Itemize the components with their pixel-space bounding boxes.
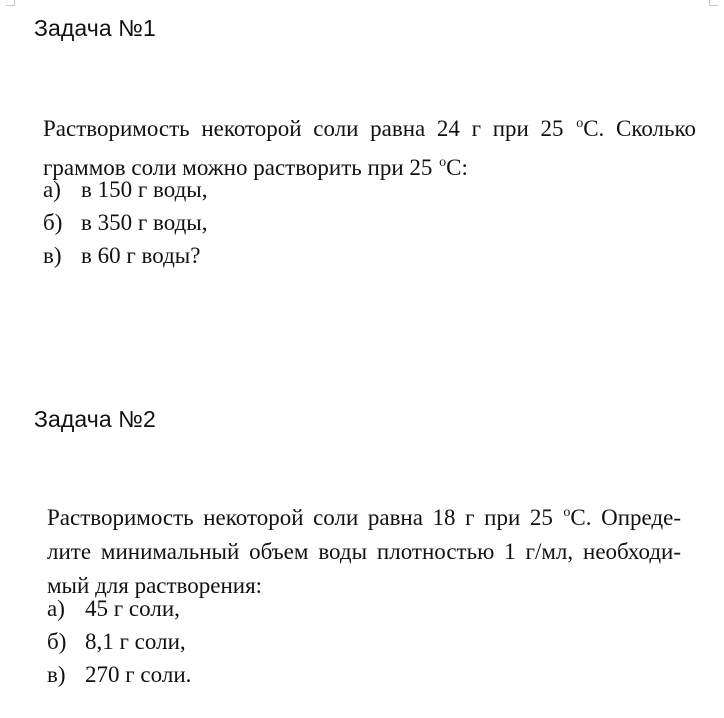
crop-mark-right [709, 5, 718, 6]
option-item [47, 629, 191, 662]
option-text: 270 г соли. [85, 662, 192, 687]
task1-statement-line-2: граммов соли можно растворить при 25 $^o$С: [43, 155, 468, 180]
task2-statement [47, 496, 681, 603]
option-letter: б) [43, 210, 63, 235]
task2-statement-line-3: мый для растворения: [47, 573, 263, 598]
task2-options [47, 596, 191, 695]
task2-statement-line-2: лите минимальный объем воды плотностью 1 г/мл, необходи- [47, 539, 681, 564]
option-letter: в) [47, 662, 66, 687]
option-item [47, 662, 191, 695]
task2-title: Задача №2 [34, 406, 156, 432]
option-text: в 60 г воды? [81, 243, 201, 268]
task2-statement-line-1: Растворимость некоторой соли равна 18 г при 25 $^o$С. Опреде- [47, 505, 681, 530]
option-letter: в) [43, 243, 62, 268]
option-item [47, 596, 191, 629]
option-letter: а) [43, 177, 61, 202]
option-text: 45 г соли, [85, 596, 180, 621]
task1-options [43, 177, 208, 276]
option-letter: б) [47, 629, 67, 654]
task1-statement-line-1: Растворимость некоторой соли равна 24 г при 25 $^o$С. Сколько [43, 116, 696, 141]
option-item [43, 210, 208, 243]
option-item [43, 243, 208, 276]
task1-title: Задача №1 [34, 15, 156, 41]
option-item [43, 177, 208, 210]
task1-statement [43, 107, 696, 185]
option-text: в 150 г воды, [81, 177, 208, 202]
option-text: 8,1 г соли, [85, 629, 186, 654]
option-text: в 350 г воды, [81, 210, 208, 235]
option-letter: а) [47, 596, 65, 621]
crop-mark-left [6, 5, 15, 6]
